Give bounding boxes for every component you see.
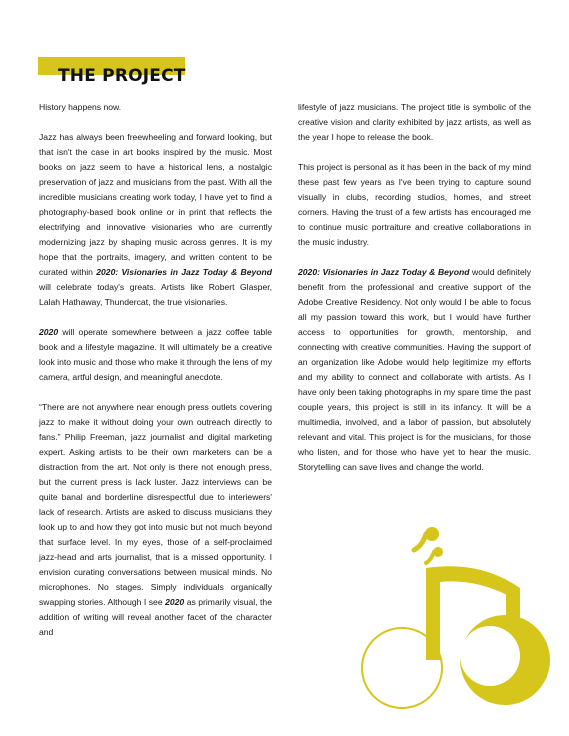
paragraph-press: “There are not anywhere near enough press outlets covering jazz to make it without doing your own outreach directly to fans.” Philip Freeman, jazz journalist and digital marketing expert. Asking artists to be their own marketers can be a distraction from the art. Not only is there not enough press, but the current press is lack luster. Jazz interviews can be quite banal and borderline disrespectful due to interiewers' lack of research. Artists are asked to discuss musicians they look up to and how they got into music but not much beyond that surface level. In my eyes, those of a self-proclaimed jazz-head and arts journalist, that is a missed opportunity. I envision curating conversations between musical minds. No microphones. No stages. Simply individuals organically swapping stories. Although I see 2020 as primarily visual, the addition of writing will reveal another facet of the character and [39, 402, 272, 637]
paragraph-intro: History happens now. [39, 102, 122, 112]
music-note-icon [360, 520, 560, 730]
book-title-short: 2020 [39, 327, 59, 337]
right-column [298, 100, 531, 475]
paragraph-personal: This project is personal as it has been in the back of my mind these past few years as I've been trying to capture sound visually in clubs, recording studios, homes, and street corners. Having the trust of a few artists has encouraged me to continue music portraiture and creative collaborations in the music industry. [298, 162, 531, 247]
left-column [39, 100, 272, 640]
book-title-short: 2020 [165, 597, 185, 607]
paragraph-format: 2020 will operate somewhere between a jazz coffee table book and a lifestyle magazine. It will ultimately be a creative look into music and those who make it through the lens of my camera, artful design, and meaningful anecdote. [39, 327, 272, 382]
paragraph-motivation: Jazz has always been freewheeling and forward looking, but that isn't the case in art books inspired by the music. Most books on jazz seem to have a historical lens, a nostalgic preservation of jazz and musicians from the past. With all the incredible musicians creating work today, I have yet to find a photography-based book online or in print that reflects the electrifying and innovative visionaries who are currently modernizing jazz by shaping music across genres. It is my hope that the portraits, imagery, and written content to be curated within 2020: Visionaries in Jazz Today & Beyond will celebrate today's greats. Artists like Robert Glasper, Lalah Hathaway, Thundercat, the true visionaries. [39, 132, 272, 307]
book-title: 2020: Visionaries in Jazz Today & Beyond [298, 267, 470, 277]
paragraph-symbolism: lifestyle of jazz musicians. The project title is symbolic of the creative vision and clarity exhibited by jazz artists, as well as the year I hope to release the book. [298, 102, 531, 142]
paragraph-residency: 2020: Visionaries in Jazz Today & Beyond would definitely benefit from the professional and creative support of the Adobe Creative Residency. Not only would I be able to focus all my passion toward this work, but I would have further access to opportunities for growth, mentorship, and connecting with creative communities. Having the support of an organization like Adobe would help legitimize my efforts and my ability to connect and collaborate with artists. As I have only been taking photographs in my spare time the past couple years, this project is still in its infancy. It will be a multimedia, involved, and a labor of passion, but absolutely relevant and vital. This project is for the musicians, for those who listen, and for those who have yet to hear the music. Storytelling can save lives and change the world. [298, 267, 531, 472]
book-title: 2020: Visionaries in Jazz Today & Beyond [96, 267, 272, 277]
page-title: THE PROJECT [58, 66, 186, 86]
